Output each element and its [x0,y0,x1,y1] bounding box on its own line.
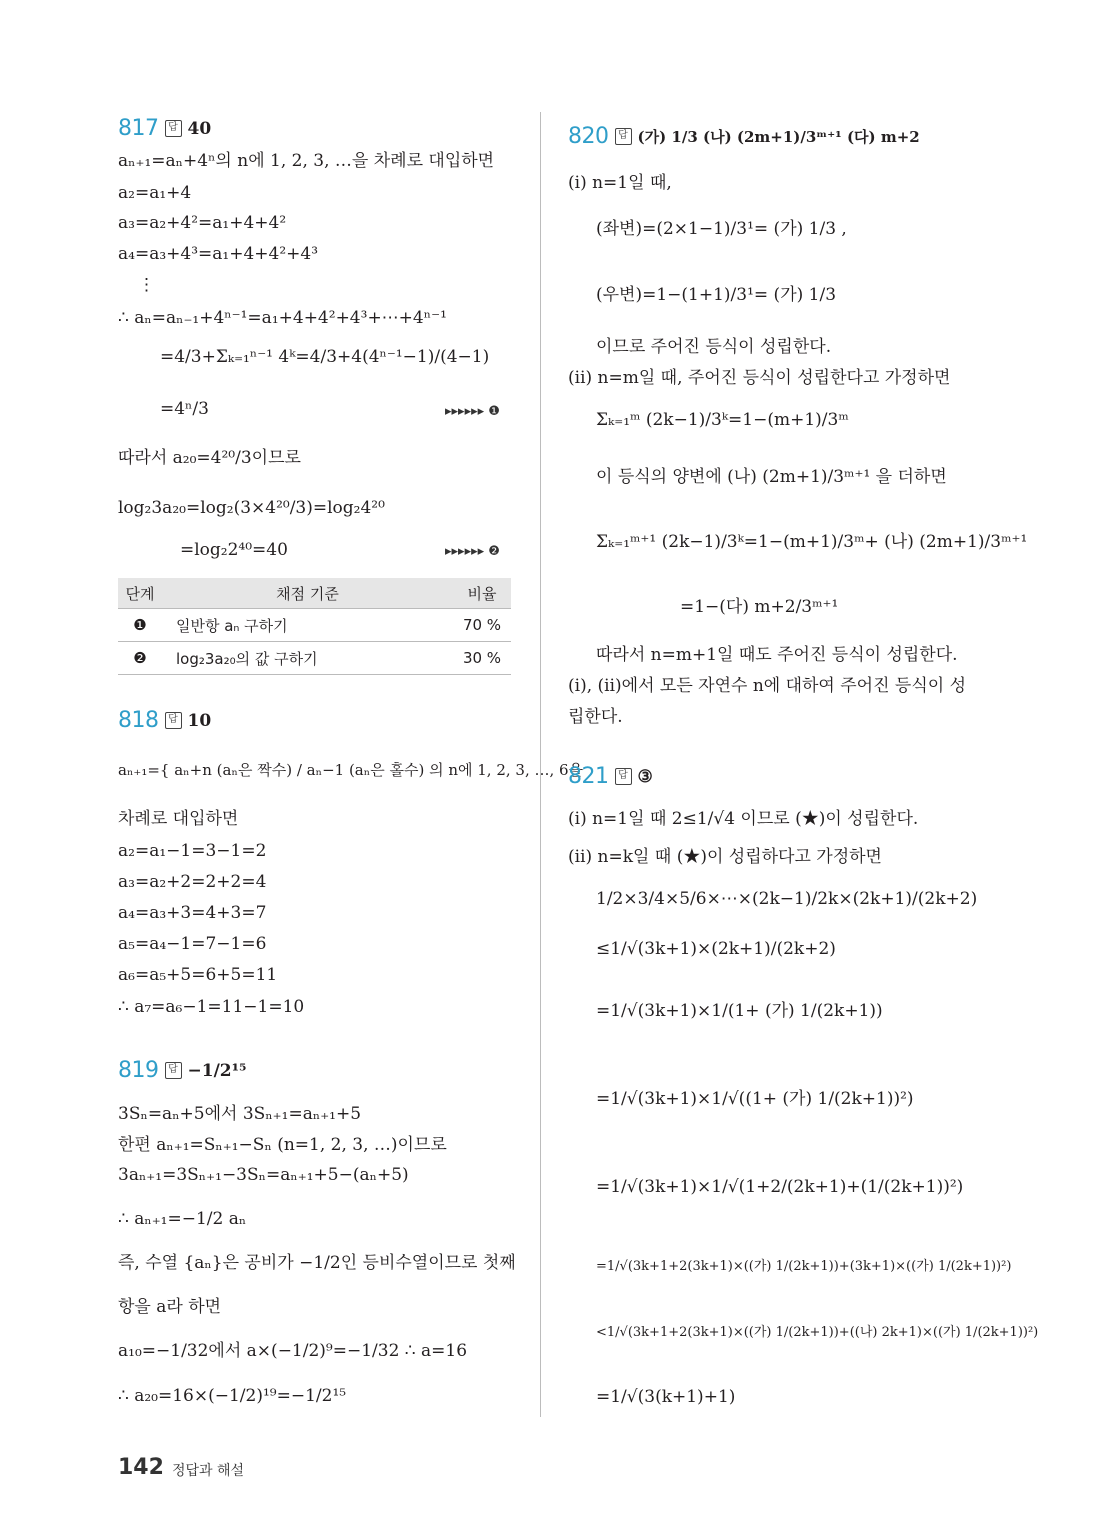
solution-line: aₙ₊₁={ aₙ+n (aₙ은 짝수) / aₙ−1 (aₙ은 홀수) 의 n에 1, 2, 3, …, 6을 [118,761,584,779]
solution-line: 항을 a라 하면 [118,1297,222,1317]
solution-line: 3Sₙ=aₙ+5에서 3Sₙ₊₁=aₙ₊₁+5 [118,1104,362,1124]
solution-line: ∴ a₂₀=16×(−1/2)¹⁹=−1/2¹⁵ [118,1386,347,1406]
answer-value: −1/2¹⁵ [187,1060,247,1081]
answer-icon: 답 [615,768,632,785]
solution-line: Σₖ₌₁ᵐ⁺¹ (2k−1)/3ᵏ=1−(m+1)/3ᵐ+ (나) (2m+1)/3ᵐ⁺¹ [596,532,1028,552]
solution-line: a₂=a₁+4 [118,183,192,203]
problem-number: 820 [568,124,609,149]
solution-line: 차례로 대입하면 [118,809,239,829]
solution-line: 이 등식의 양변에 (나) (2m+1)/3ᵐ⁺¹ 을 더하면 [596,467,947,487]
solution-line: 즉, 수열 {aₙ}은 공비가 −1/2인 등비수열이므로 첫째 [118,1253,516,1273]
solution-line: (ⅱ) n=m일 때, 주어진 등식이 성립한다고 가정하면 [568,368,951,388]
problem-number: 817 [118,116,159,141]
table-row [118,609,511,642]
answer-icon: 답 [615,128,632,145]
answer-value: 10 [187,710,212,731]
problem-819-header [118,1058,247,1083]
solution-line: <1/√(3k+1+2(3k+1)×((가) 1/(2k+1))+((나) 2k+1)×((가) 1/(2k+1))²) [596,1325,1039,1340]
solution-line: (ⅱ) n=k일 때 (★)이 성립하다고 가정하면 [568,847,882,867]
solution-line: a₂=a₁−1=3−1=2 [118,841,267,861]
answer-value: (가) 1/3 (나) (2m+1)/3ᵐ⁺¹ (다) m+2 [637,128,920,146]
table-row [118,642,511,675]
solution-line: a₄=a₃+3=4+3=7 [118,903,267,923]
solution-line: aₙ₊₁=aₙ+4ⁿ의 n에 1, 2, 3, …을 차례로 대입하면 [118,151,495,171]
solution-line: =1/√(3k+1+2(3k+1)×((가) 1/(2k+1))+(3k+1)×((가) 1/(2k+1))²) [596,1259,1012,1274]
table-header: 단계 [118,578,162,609]
table-cell: ❶ [118,609,162,642]
solution-line: a₁₀=−1/32에서 a×(−1/2)⁹=−1/32 ∴ a=16 [118,1341,468,1361]
solution-line: (ⅰ) n=1일 때, [568,173,672,193]
table-cell: 70 % [453,609,511,642]
problem-817-header [118,116,211,141]
answer-value: 40 [187,118,212,139]
grading-table [118,578,511,675]
solution-line: (좌변)=(2×1−1)/3¹= (가) 1/3 , [596,219,847,239]
solution-line: a₆=a₅+5=6+5=11 [118,965,278,985]
table-header: 채점 기준 [162,578,453,609]
page-number: 142 [118,1455,164,1480]
solution-line: 1/2×3/4×5/6×⋯×(2k−1)/2k×(2k+1)/(2k+2) [596,889,978,909]
answer-value: ③ [637,766,653,787]
answer-icon: 답 [165,712,182,729]
table-cell: log₂3a₂₀의 값 구하기 [162,642,453,675]
table-cell: 일반항 aₙ 구하기 [162,609,453,642]
solution-line: ∴ aₙ₊₁=−1/2 aₙ [118,1209,247,1229]
answer-icon: 답 [165,120,182,137]
solution-line: ≤1/√(3k+1)×(2k+1)/(2k+2) [596,939,836,959]
solution-line: 따라서 n=m+1일 때도 주어진 등식이 성립한다. [596,645,958,665]
solution-line: 따라서 a₂₀=4²⁰/3이므로 [118,448,301,468]
answer-icon: 답 [165,1062,182,1079]
solution-line: a₅=a₄−1=7−1=6 [118,934,267,954]
solution-line: =1−(다) m+2/3ᵐ⁺¹ [680,597,839,617]
solution-line: (우변)=1−(1+1)/3¹= (가) 1/3 [596,285,837,305]
solution-line: log₂3a₂₀=log₂(3×4²⁰/3)=log₂4²⁰ [118,498,385,518]
solution-line: =log₂2⁴⁰=40 [180,540,288,560]
solution-line: ∴ a₇=a₆−1=11−1=10 [118,997,305,1017]
table-cell: ❷ [118,642,162,675]
problem-821-header [568,764,653,789]
problem-number: 819 [118,1058,159,1083]
solution-line: a₃=a₂+4²=a₁+4+4² [118,213,287,233]
solution-line: =4ⁿ/3 [160,399,209,419]
solution-line: =4/3+Σₖ₌₁ⁿ⁻¹ 4ᵏ=4/3+4(4ⁿ⁻¹−1)/(4−1) [160,347,490,367]
solution-line: a₃=a₂+2=2+2=4 [118,872,267,892]
solution-line: (ⅰ) n=1일 때 2≤1/√4 이므로 (★)이 성립한다. [568,809,919,829]
problem-820-header [568,124,920,149]
table-header-row [118,578,511,609]
problem-number: 821 [568,764,609,789]
solution-line: =1/√(3k+1)×1/√((1+ (가) 1/(2k+1))²) [596,1089,914,1109]
solution-line: a₄=a₃+4³=a₁+4+4²+4³ [118,244,319,264]
solution-line: =1/√(3k+1)×1/√(1+2/(2k+1)+(1/(2k+1))²) [596,1177,964,1197]
solution-line: ⋮ [138,275,155,295]
solution-line: =1/√(3(k+1)+1) [596,1387,736,1407]
solution-line: 한편 aₙ₊₁=Sₙ₊₁−Sₙ (n=1, 2, 3, …)이므로 [118,1135,447,1155]
section-label: 정답과 해설 [172,1463,245,1479]
solution-line: Σₖ₌₁ᵐ (2k−1)/3ᵏ=1−(m+1)/3ᵐ [596,410,849,430]
solution-line: 이므로 주어진 등식이 성립한다. [596,337,832,357]
step-marker-1: ▸▸▸▸▸▸ ❶ [445,404,500,419]
problem-818-header [118,708,211,733]
table-cell: 30 % [453,642,511,675]
solution-line: 립한다. [568,707,623,727]
step-marker-2: ▸▸▸▸▸▸ ❷ [445,544,500,559]
solution-line: 3aₙ₊₁=3Sₙ₊₁−3Sₙ=aₙ₊₁+5−(aₙ+5) [118,1165,409,1185]
solution-line: (ⅰ), (ⅱ)에서 모든 자연수 n에 대하여 주어진 등식이 성 [568,676,967,696]
problem-number: 818 [118,708,159,733]
solution-line: ∴ aₙ=aₙ₋₁+4ⁿ⁻¹=a₁+4+4²+4³+⋯+4ⁿ⁻¹ [118,308,447,328]
solution-line: =1/√(3k+1)×1/(1+ (가) 1/(2k+1)) [596,1001,883,1021]
table-header: 비율 [453,578,511,609]
